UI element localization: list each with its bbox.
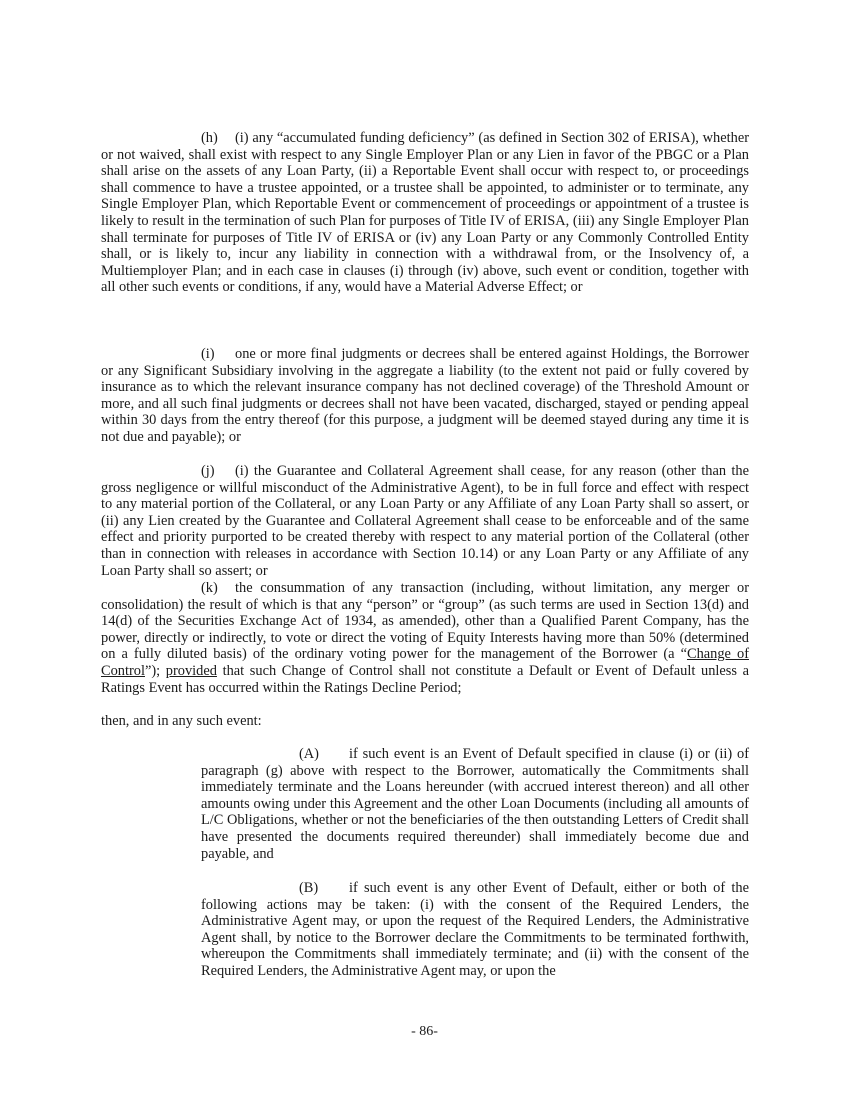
paragraph-label: (k) xyxy=(201,580,218,596)
paragraph-label: (j) xyxy=(201,463,215,479)
subparagraph-label: (A) xyxy=(299,746,319,762)
paragraph-h xyxy=(101,130,749,296)
then-line: then, and in any such event: xyxy=(101,713,262,729)
provided-term: provided xyxy=(165,662,217,679)
paragraph-text: ”); xyxy=(144,662,166,679)
subparagraph-label: (B) xyxy=(299,880,319,896)
subparagraph-text: if such event is any other Event of Default, either or both of the following actions may be taken: (i) with the consent of the Required Lenders, the Administrative Agent may, or upon the request of the Required Lenders, the Administrative Agent shall, by notice to the Borrower declare the Commitments to be terminated forthwith, whereupon the Commitments shall immediately terminate; and (ii) with the consent of the Required Lenders, the Administrative Agent may, or upon the xyxy=(201,880,749,979)
paragraph-text: one or more final judgments or decrees shall be entered against Holdings, the Borrower or any Significant Subsidiary involving in the aggregate a liability (to the extent not paid or fully covered by insurance as to which the relevant insurance company has not declined coverage) of the Threshold Amount or more, and all such final judgments or decrees shall not have been vacated, discharged, stayed or pending appeal within 30 days from the entry thereof (for this purpose, a judgment will be deemed stayed during any time it is not due and payable); or xyxy=(101,346,749,445)
page-number: - 86- xyxy=(411,1024,438,1039)
paragraph-text: that such Change of Control shall not constitute a Default or Event of Default unless a Ratings Event has occurred within the Ratings Decline Period; xyxy=(101,662,749,696)
subparagraph-text: if such event is an Event of Default specified in clause (i) or (ii) of paragraph (g) above with respect to the Borrower, automatically the Commitments shall immediately terminate and the Loans hereunder (with accrued interest thereon) and all other amounts owing under this Agreement and the other Loan Documents (including all amounts of L/C Obligations, whether or not the beneficiaries of the then outstanding Letters of Credit shall have presented the documents required thereunder) shall immediately become due and payable, and xyxy=(201,746,749,862)
paragraph-k xyxy=(101,580,749,696)
paragraph-label: (i) xyxy=(201,346,215,362)
paragraph-label: (h) xyxy=(201,130,218,146)
subparagraph-B xyxy=(201,880,749,980)
subparagraph-A xyxy=(201,746,749,862)
defined-term-change-of-control: Change of Control xyxy=(101,646,749,679)
paragraph-j xyxy=(101,463,749,579)
paragraph-text: the consummation of any transaction (including, without limitation, any merger or consolidation) the result of which is that any “person” or “group” (as such terms are used in Section 13(d) and 14(d) of the Securities Exchange Act of 1934, as amended), other than a Qualified Parent Company, has the power, directly or indirectly, to vote or direct the voting of Equity Interests having more than 50% (determined on a fully diluted basis) of the ordinary voting power for the management of the Borrower (a “ xyxy=(101,580,749,663)
paragraph-text: (i) the Guarantee and Collateral Agreement shall cease, for any reason (other than the gross negligence or willful misconduct of the Administrative Agent), to be in full force and effect with respect to any material portion of the Collateral, or any Loan Party or any Affiliate of any Loan Party shall so assert, or (ii) any Lien created by the Guarantee and Collateral Agreement shall cease to be enforceable and of the same effect and priority purported to be created thereby with respect to any material portion of the Collateral (other than in connection with releases in accordance with Section 10.14) or any Loan Party or any Affiliate of any Loan Party shall so assert; or xyxy=(101,463,749,579)
paragraph-text: (i) any “accumulated funding deficiency” (as defined in Section 302 of ERISA), whether or not waived, shall exist with respect to any Single Employer Plan or any Lien in favor of the PBGC or a Plan shall arise on the assets of any Loan Party, (ii) a Reportable Event shall occur with respect to, or proceedings shall commence to have a trustee appointed, or a trustee shall be appointed, to administer or to terminate, any Single Employer Plan, which Reportable Event or commencement of proceedings or appointment of a trustee is likely to result in the termination of such Plan for purposes of Title IV of ERISA, (iii) any Single Employer Plan shall terminate for purposes of Title IV of ERISA or (iv) any Loan Party or any Commonly Controlled Entity shall, or is likely to, incur any liability in connection with a withdrawal from, or the Insolvency of, a Multiemployer Plan; and in each case in clauses (i) through (iv) above, such event or condition, together with all other such events or conditions, if any, would have a Material Adverse Effect; or xyxy=(101,130,749,296)
paragraph-i xyxy=(101,346,749,446)
